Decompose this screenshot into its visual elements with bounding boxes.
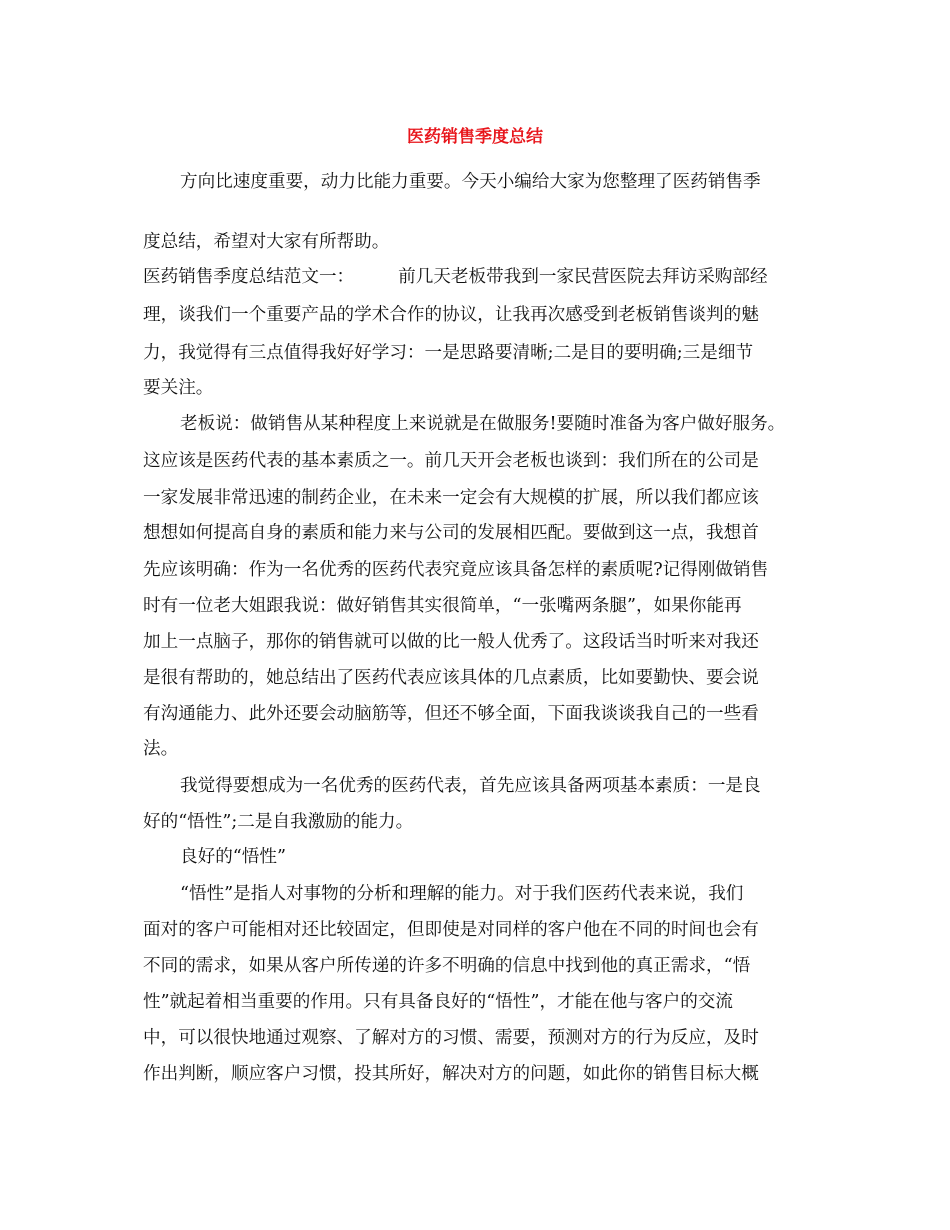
text-line: 要关注。: [143, 378, 214, 398]
text-line: 是很有帮助的，她总结出了医药代表应该具体的几点素质，比如要勤快、要会说: [143, 668, 759, 688]
text-line: 方向比速度重要，动力比能力重要。今天小编给大家为您整理了医药销售季: [180, 172, 761, 192]
text-line: 老板说：做销售从某种程度上来说就是在做服务!要随时准备为客户做好服务。: [180, 414, 786, 434]
text-line: 这应该是医药代表的基本素质之一。前几天开会老板也谈到：我们所在的公司是: [143, 451, 759, 471]
text-line: 先应该明确：作为一名优秀的医药代表究竟应该具备怎样的素质呢?记得刚做销售: [143, 560, 769, 580]
text-line: 良好的“悟性”: [180, 847, 286, 867]
text-line: 中，可以很快地通过观察、了解对方的习惯、需要，预测对方的行为反应，及时: [143, 1028, 759, 1048]
text-line: 加上一点脑子，那你的销售就可以做的比一般人优秀了。这段话当时听来对我还: [143, 632, 759, 652]
text-line: 好的“悟性”;二是自我激励的能力。: [143, 812, 414, 832]
text-line: 作出判断，顺应客户习惯，投其所好，解决对方的问题，如此你的销售目标大概: [143, 1064, 759, 1084]
text-line: 力，我觉得有三点值得我好好学习：一是思路要清晰;二是目的要明确;三是细节: [143, 343, 754, 363]
text-line: 法。: [143, 739, 179, 759]
text-line: 医药销售季度总结范文一： 前几天老板带我到一家民营医院去拜访采购部经: [143, 267, 768, 287]
text-line: 一家发展非常迅速的制药企业，在未来一定会有大规模的扩展，所以我们都应该: [143, 488, 759, 508]
text-line: 面对的客户可能相对还比较固定，但即使是对同样的客户他在不同的时间也会有: [143, 920, 759, 940]
text-line: “悟性”是指人对事物的分析和理解的能力。对于我们医药代表来说，我们: [180, 884, 744, 904]
document-title: 医药销售季度总结: [407, 127, 543, 147]
text-line: 我觉得要想成为一名优秀的医药代表，首先应该具备两项基本素质：一是良: [180, 776, 761, 796]
text-line: 不同的需求，如果从客户所传递的许多不明确的信息中找到他的真正需求，“悟: [143, 956, 751, 976]
text-line: 时有一位老大姐跟我说：做好销售其实很简单，“一张嘴两条腿”，如果你能再: [143, 596, 742, 616]
text-line: 性”就起着相当重要的作用。只有具备良好的“悟性”，才能在他与客户的交流: [143, 992, 733, 1012]
text-line: 度总结，希望对大家有所帮助。: [143, 232, 390, 252]
text-line: 想想如何提高自身的素质和能力来与公司的发展相匹配。要做到这一点，我想首: [143, 523, 759, 543]
text-line: 有沟通能力、此外还要会动脑筋等，但还不够全面，下面我谈谈我自己的一些看: [143, 704, 759, 724]
text-line: 理，谈我们一个重要产品的学术合作的协议，让我再次感受到老板销售谈判的魅: [143, 305, 759, 325]
